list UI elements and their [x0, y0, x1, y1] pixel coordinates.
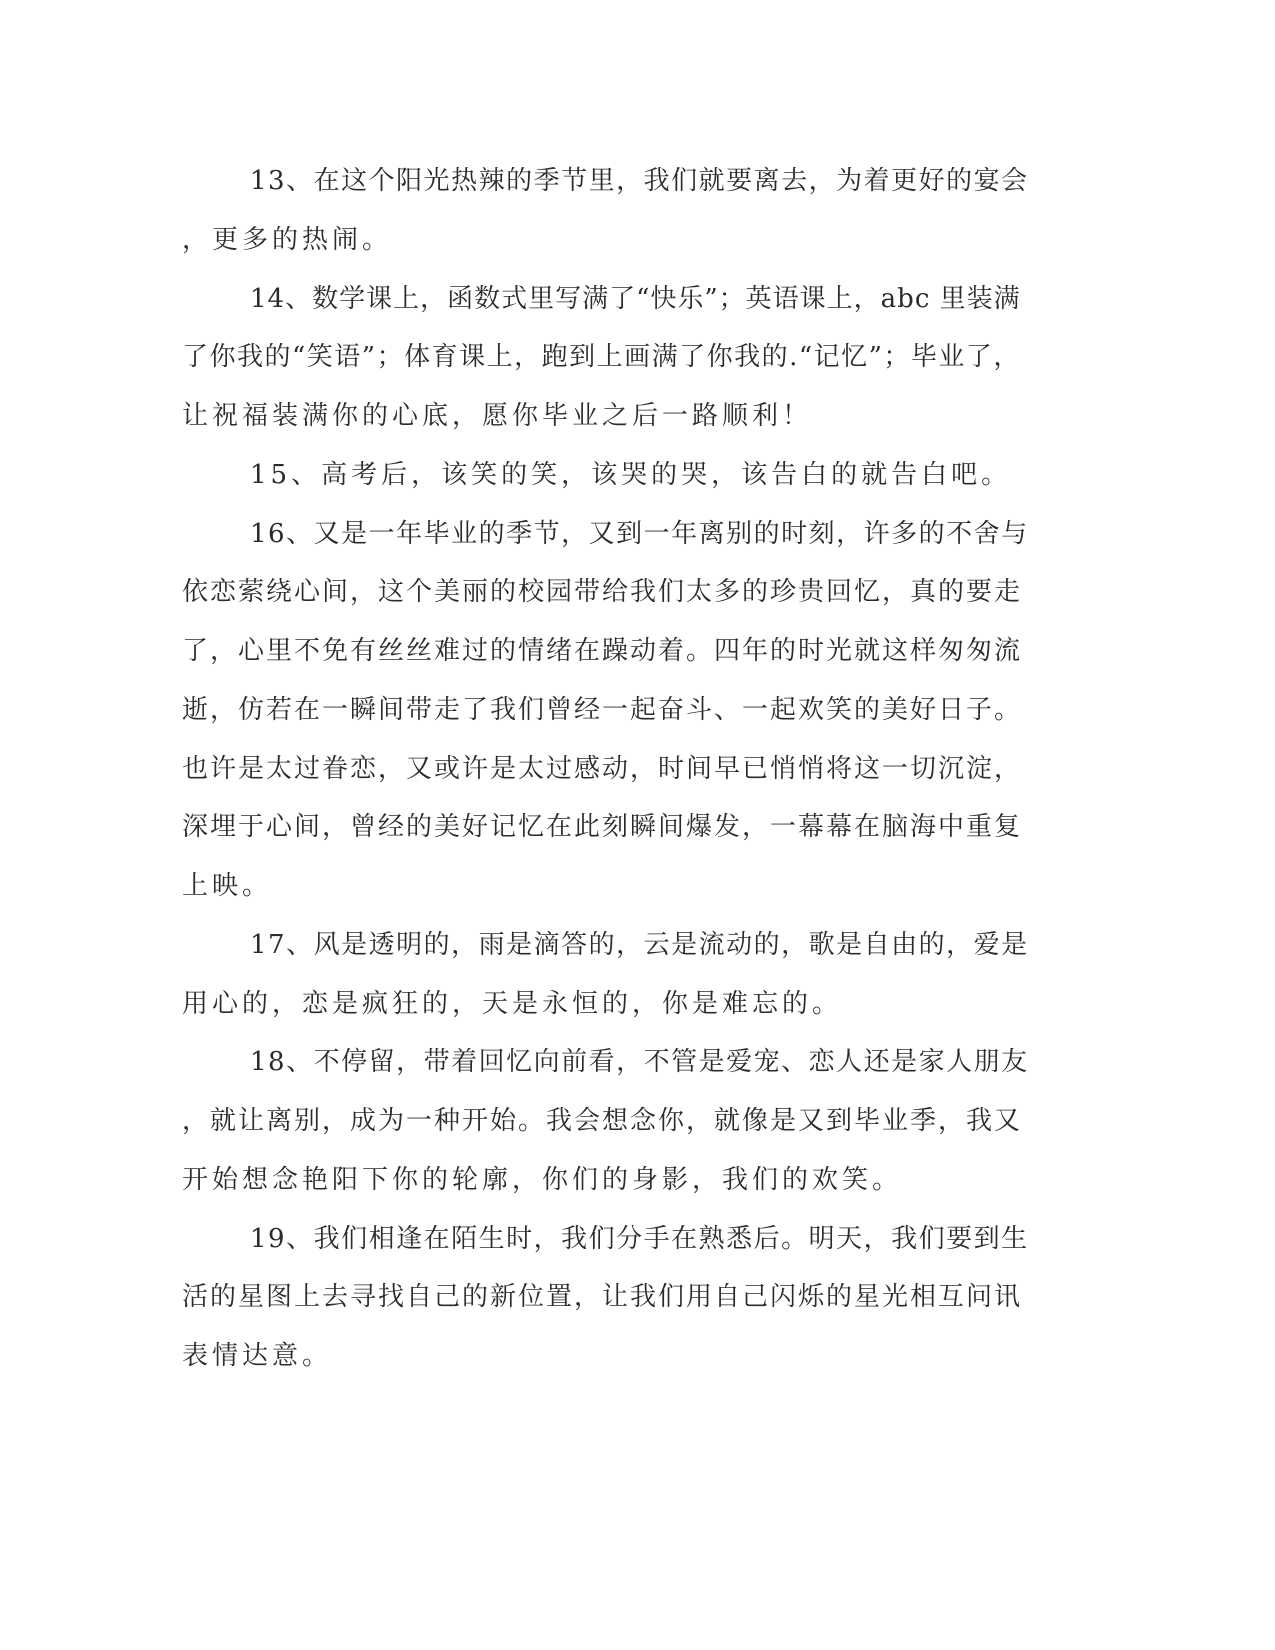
text-line: 开始想念艳阳下你的轮廓，你们的身影，我们的欢笑。	[182, 1165, 903, 1195]
text-line: 深埋于心间，曾经的美好记忆在此刻瞬间爆发，一幕幕在脑海中重复	[182, 812, 1023, 842]
text-line: ，更多的热闹。	[182, 225, 393, 255]
text-line: 表情达意。	[182, 1341, 333, 1371]
text-line: 16、又是一年毕业的季节，又到一年离别的时刻，许多的不舍与	[250, 519, 1029, 549]
text-line: 依恋萦绕心间，这个美丽的校园带给我们太多的珍贵回忆，真的要走	[182, 577, 1023, 607]
text-line: 15、高考后，该笑的笑，该哭的哭，该告白的就告白吧。	[250, 460, 1012, 490]
text-line: 让祝福装满你的心底，愿你毕业之后一路顺利！	[182, 401, 813, 431]
text-line: ，就让离别，成为一种开始。我会想念你，就像是又到毕业季，我又	[182, 1106, 1023, 1136]
text-line: 上映。	[182, 871, 273, 901]
text-line: 逝，仿若在一瞬间带走了我们曾经一起奋斗、一起欢笑的美好日子。	[182, 695, 1023, 725]
text-line: 14、数学课上，函数式里写满了“快乐”；英语课上，abc 里装满	[250, 284, 1021, 314]
text-line: 17、风是透明的，雨是滴答的，云是流动的，歌是自由的，爱是	[250, 930, 1029, 960]
text-line: 了，心里不免有丝丝难过的情绪在躁动着。四年的时光就这样匆匆流	[182, 636, 1023, 666]
text-line: 也许是太过眷恋，又或许是太过感动，时间早已悄悄将这一切沉淀，	[182, 754, 1023, 784]
text-line: 了你我的“笑语”；体育课上，跑到上画满了你我的.“记忆”；毕业了，	[182, 342, 1021, 372]
text-line: 活的星图上去寻找自己的新位置，让我们用自己闪烁的星光相互问讯	[182, 1282, 1023, 1312]
text-line: 19、我们相逢在陌生时，我们分手在熟悉后。明天，我们要到生	[250, 1224, 1029, 1254]
text-line: 13、在这个阳光热辣的季节里，我们就要离去，为着更好的宴会	[250, 166, 1029, 196]
text-line: 用心的，恋是疯狂的，天是永恒的，你是难忘的。	[182, 989, 843, 1019]
text-line: 18、不停留，带着回忆向前看，不管是爱宠、恋人还是家人朋友	[250, 1047, 1029, 1077]
